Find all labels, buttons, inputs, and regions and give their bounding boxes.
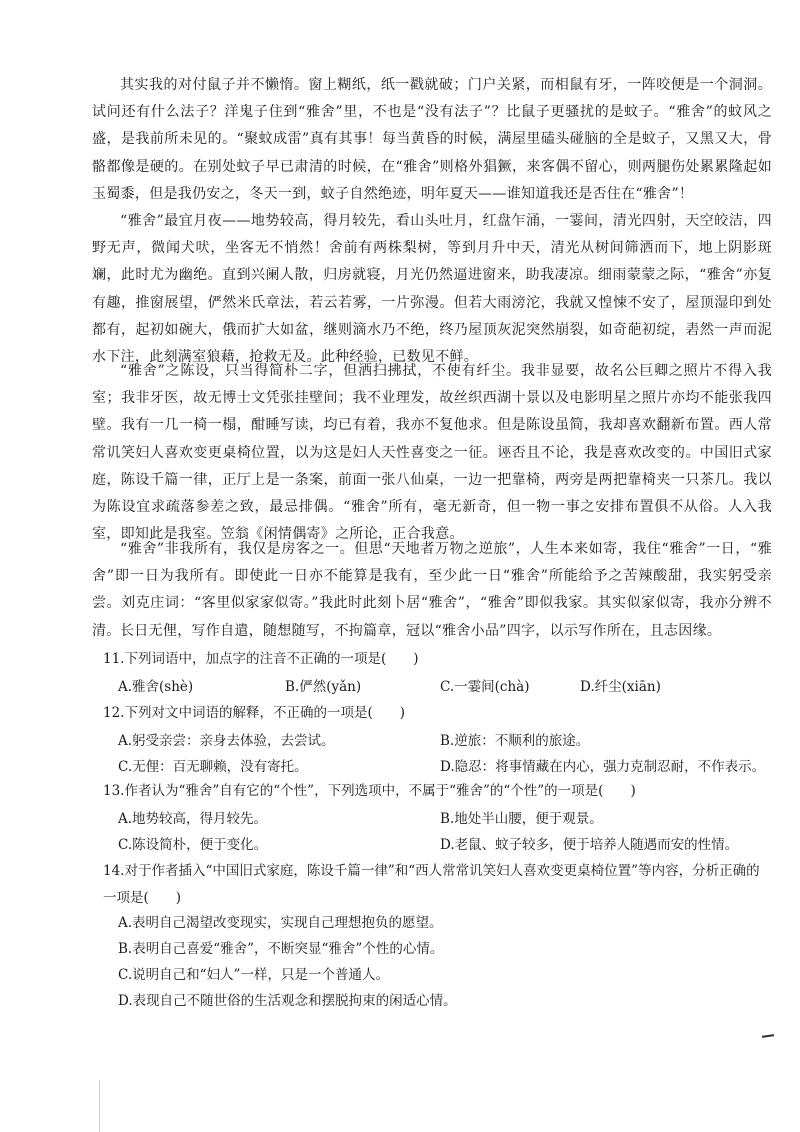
question-13-stem: 13.作者认为“雅舍”自有它的“个性”，下列选项中，不属于“雅舍”的“个性”的一项是( ) bbox=[103, 783, 636, 799]
question-13-option-c: C.陈设简朴，便于变化。 bbox=[118, 837, 268, 853]
passage-paragraph-3: “雅舍”之陈设，只当得简朴二字，但洒扫拂拭，不使有纤尘。我非显要，故名公巨卿之照片不得入我室；我非牙医，故无博士文凭张挂壁间；我不业理发，故丝织西湖十景以及电影明星之照片亦均不能张我四壁。我有一几一椅一榻，酣睡写读，均已有着，我亦不复他求。但是陈设虽简，我却喜欢翻新布置。西人常常讥笑妇人喜欢变更桌椅位置，以为这是妇人天性喜变之一征。诬否且不论，我是喜欢改变的。中国旧式家庭，陈设千篇一律，正厅上是一条案，前面一张八仙桌，一边一把靠椅，两旁是两把靠椅夹一只茶几。我以为陈设宜求疏落参差之致，最忌排偶。“雅舍”所有，毫无新奇，但一物一事之安排布置俱不从俗。人入我室，即知此是我室。笠翁《闲情偶寄》之所论，正合我意。 bbox=[92, 363, 772, 543]
pen-mark bbox=[762, 1034, 774, 1038]
passage-paragraph-5: 长日无俚，写作自遣，随想随写，不拘篇章，冠以“雅舍小品”四字，以示写作所在，且志因缘。 bbox=[120, 623, 722, 639]
question-12-option-a: A.躬受亲尝：亲身去体验，去尝试。 bbox=[118, 733, 335, 749]
question-14-option-d: D.表现自己不随世俗的生活观念和摆脱拘束的闲适心情。 bbox=[118, 993, 457, 1009]
question-14-option-a: A.表明自己渴望改变现实，实现自己理想抱负的愿望。 bbox=[118, 915, 443, 931]
question-13-option-d: D.老鼠、蚊子较多，便于培养人随遇而安的性情。 bbox=[440, 837, 739, 853]
question-12-stem: 12.下列对文中词语的解释，不正确的一项是( ) bbox=[103, 705, 406, 721]
question-11-option-a: A.雅舍(shè) bbox=[118, 679, 194, 695]
question-14-stem: 14.对于作者插入“中国旧式家庭，陈设千篇一律”和“西人常常讥笑妇人喜欢变更桌椅位置”等内容，分析正确的一项是( ) bbox=[103, 863, 760, 906]
question-11-stem: 11.下列词语中，加点字的注音不正确的一项是( ) bbox=[103, 651, 419, 667]
question-13-option-a: A.地势较高，得月较先。 bbox=[118, 811, 268, 827]
passage-paragraph-1: 其实我的对付鼠子并不懒惰。窗上糊纸，纸一戳就破；门户关紧，而相鼠有牙，一阵咬便是一个洞洞。试问还有什么法子？洋鬼子住到“雅舍”里，不也是“没有法子”？比鼠子更骚扰的是蚊子。“雅舍”的蚊风之盛，是我前所未见的。“聚蚊成雷”真有其事！每当黄昏的时候，满屋里磕头碰脑的全是蚊子，又黑又大，骨骼都像是硬的。在别处蚊子早已肃清的时候，在“雅舍”则格外猖獗，来客偶不留心，则两腿伤处累累隆起如玉蜀黍，但是我仍安之，冬天一到，蚊子自然绝迹，明年夏天——谁知道我还是否住在“雅舍”！ bbox=[92, 77, 772, 202]
question-11-option-c: C.一霎间(chà) bbox=[440, 679, 530, 695]
question-14-option-b: B.表明自己喜爱“雅舍”，不断突显“雅舍”个性的心情。 bbox=[118, 941, 444, 957]
passage-paragraph-4: “雅舍”非我所有，我仅是房客之一。但思“天地者万物之逆旅”，人生本来如寄，我住“雅舍”一日，“雅舍”即一日为我所有。即使此一日亦不能算是我有，至少此一日“雅舍”所能给予之苦辣酸甜，我实躬受亲尝。刘克庄词：“客里似家家似寄。”我此时此刻卜居“雅舍”，“雅舍”即似我家。其实似家似寄，我亦分辨不清。 bbox=[92, 541, 772, 639]
question-14-option-c: C.说明自己和“妇人”一样，只是一个普通人。 bbox=[118, 967, 389, 983]
question-12-option-b: B.逆旅：不顺利的旅途。 bbox=[440, 733, 590, 749]
question-11-option-d: D.纤尘(xiān) bbox=[580, 679, 661, 695]
question-11-option-b: B.俨然(yǎn) bbox=[285, 679, 362, 695]
question-13-option-b: B.地处半山腰，便于观景。 bbox=[440, 811, 603, 827]
scan-edge-line bbox=[99, 1080, 100, 1132]
question-12-option-d: D.隐忍：将事情藏在内心，强力克制忍耐，不作表示。 bbox=[440, 759, 766, 775]
passage-paragraph-2: “雅舍”最宜月夜——地势较高，得月较先，看山头吐月，红盘乍涌，一霎间，清光四射，天空皎洁，四野无声，微闻犬吠，坐客无不悄然！舍前有两株梨树，等到月升中天，清光从树间筛洒而下，地上阴影斑斓，此时尤为幽绝。直到兴阑人散，归房就寝，月光仍然逼进窗来，助我凄凉。细雨蒙蒙之际，“雅舍”亦复有趣，推窗展望，俨然米氏章法，若云若雾，一片弥漫。但若大雨滂沱，我就又惶悚不安了，屋顶湿印到处都有，起初如碗大，俄而扩大如盆，继则滴水乃不绝，终乃屋顶灰泥突然崩裂，如奇葩初绽，砉然一声而泥水下注，此刻满室狼藉，抢救无及。此种经验，已数见不鲜。 bbox=[92, 213, 772, 366]
question-12-option-c: C.无俚：百无聊赖，没有寄托。 bbox=[118, 759, 308, 775]
